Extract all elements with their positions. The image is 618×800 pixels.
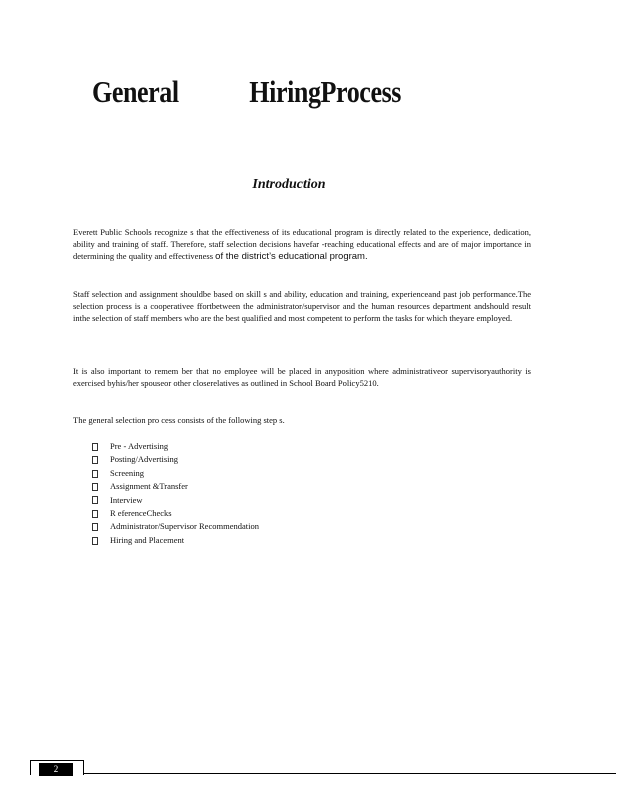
paragraph-relatives-text: It is also important to remem ber that no employee will be placed in anyposition where administrativeor supervisoryauthority is exercised byhis/her spouseor other closerelatives as outlined in School Board Policy5210.: [73, 366, 531, 388]
checkbox-bullet-icon: [92, 510, 98, 518]
checkbox-bullet-icon: [92, 470, 98, 478]
list-item: Administrator/Supervisor Recommendation: [92, 520, 259, 533]
paragraph-intro: [73, 227, 531, 262]
list-item: Hiring and Placement: [92, 534, 259, 547]
checkbox-bullet-icon: [92, 537, 98, 545]
checkbox-bullet-icon: [92, 496, 98, 504]
list-item: Assignment &Transfer: [92, 480, 259, 493]
list-item: Interview: [92, 494, 259, 507]
list-item: Posting/Advertising: [92, 453, 259, 466]
page-title: [92, 74, 401, 110]
paragraph-relatives: [73, 366, 531, 390]
list-item: Screening: [92, 467, 259, 480]
paragraph-selection: [73, 289, 531, 324]
paragraph-intro-text: Everett Public Schools recognize s that the effectiveness of its educational program is directly related to the experience, dedication, ability and training of staff. Therefore, staff selection decisions havefar -reaching educational effects and are of major importance in determining the quality and effectiveness: [73, 227, 531, 261]
title-word-hiring-process: HiringProcess: [249, 74, 402, 109]
checkbox-bullet-icon: [92, 523, 98, 531]
list-item: Pre - Advertising: [92, 440, 259, 453]
paragraph-intro-tail: of the district’s educational program.: [215, 250, 368, 262]
paragraph-steps-intro-text: The general selection pro cess consists of the following step s.: [73, 415, 285, 425]
checkbox-bullet-icon: [92, 443, 98, 451]
checkbox-bullet-icon: [92, 456, 98, 464]
paragraph-selection-text: Staff selection and assignment shouldbe based on skill s and ability, education and training, experienceand past job performance.The selection process is a cooperativee ffortbetween the administrator/supervisor and the human resources department andshould result inthe selection of staff members who are the best qualified and most competent to perform the tasks for which theyare employed.: [73, 289, 531, 323]
page-number: 2: [39, 763, 73, 776]
steps-list: [92, 440, 259, 547]
section-heading: Introduction: [252, 177, 326, 192]
checkbox-bullet-icon: [92, 483, 98, 491]
title-word-general: General: [92, 74, 179, 109]
paragraph-steps-intro: [73, 415, 531, 427]
list-item: R eferenceChecks: [92, 507, 259, 520]
footer-rule: [30, 773, 616, 774]
